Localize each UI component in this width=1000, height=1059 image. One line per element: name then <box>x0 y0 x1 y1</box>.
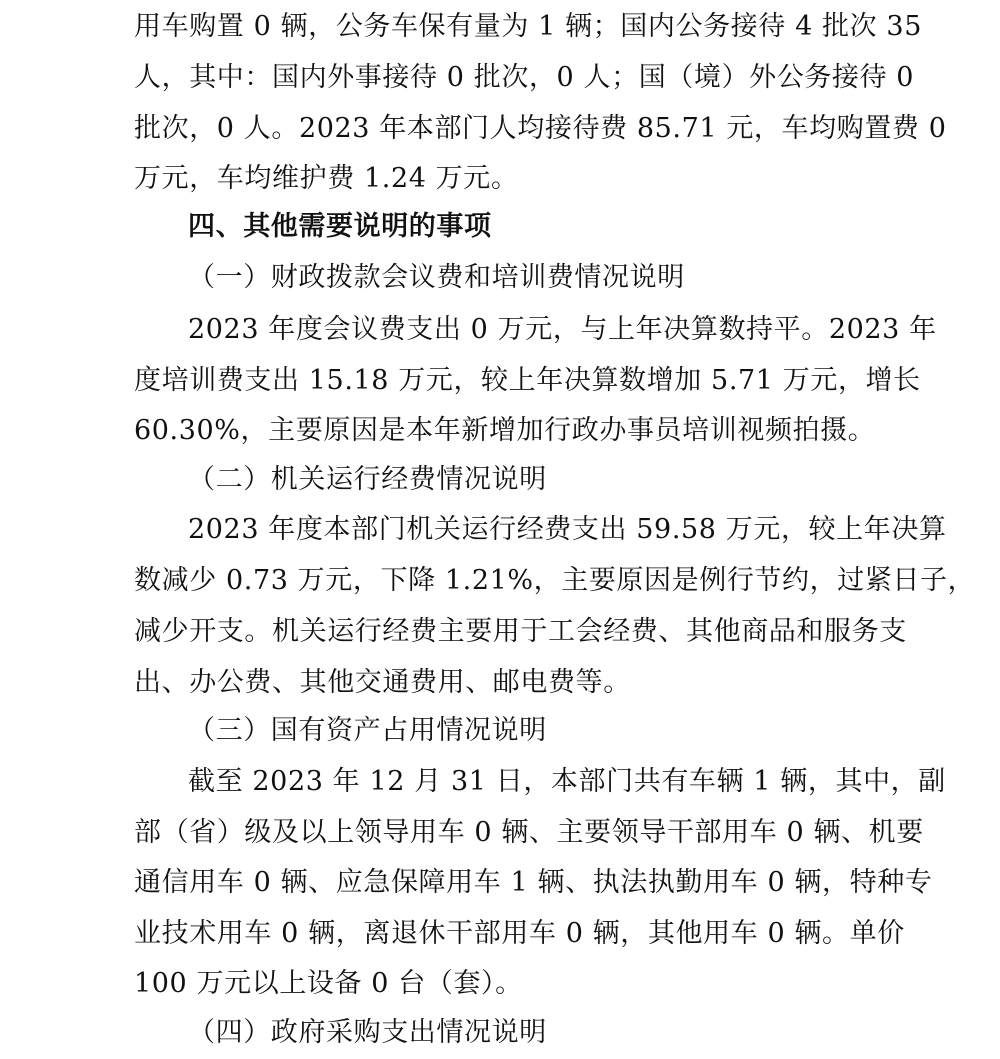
paragraph-line: 通信用车 0 辆、应急保障用车 1 辆、执法执勤用车 0 辆，特种专 <box>134 867 933 898</box>
paragraph-line: 业技术用车 0 辆，离退休干部用车 0 辆，其他用车 0 辆。单价 <box>134 918 905 949</box>
paragraph-line: 用车购置 0 辆，公务车保有量为 1 辆；国内公务接待 4 批次 35 <box>134 11 922 42</box>
paragraph-line: 部（省）级及以上领导用车 0 辆、主要领导干部用车 0 辆、机要 <box>134 817 924 848</box>
subsection-heading-2: （二）机关运行经费情况说明 <box>188 464 547 495</box>
paragraph-line: 减少开支。机关运行经费主要用于工会经费、其他商品和服务支 <box>134 616 907 647</box>
paragraph-line: 60.30%，主要原因是本年新增加行政办事员培训视频拍摄。 <box>134 415 876 446</box>
paragraph-line: 100 万元以上设备 0 台（套）。 <box>134 968 523 999</box>
section-heading: 四、其他需要说明的事项 <box>188 211 492 242</box>
paragraph-line: 2023 年度本部门机关运行经费支出 59.58 万元，较上年决算 <box>188 514 947 545</box>
paragraph-line: 批次，0 人。2023 年本部门人均接待费 85.71 元，车均购置费 0 <box>134 113 947 144</box>
paragraph-line: 数减少 0.73 万元，下降 1.21%，主要原因是例行节约，过紧日子， <box>134 565 976 596</box>
paragraph-line: 2023 年度会议费支出 0 万元，与上年决算数持平。2023 年 <box>188 314 937 345</box>
paragraph-line: 截至 2023 年 12 月 31 日，本部门共有车辆 1 辆，其中，副 <box>188 766 946 797</box>
paragraph-line: 人，其中：国内外事接待 0 批次，0 人；国（境）外公务接待 0 <box>134 62 915 93</box>
subsection-heading-3: （三）国有资产占用情况说明 <box>188 715 547 746</box>
paragraph-line: 万元，车均维护费 1.24 万元。 <box>134 163 519 194</box>
paragraph-line: 度培训费支出 15.18 万元，较上年决算数增加 5.71 万元，增长 <box>134 365 921 396</box>
subsection-heading-4: （四）政府采购支出情况说明 <box>188 1017 547 1048</box>
paragraph-line: 出、办公费、其他交通费用、邮电费等。 <box>134 667 631 698</box>
subsection-heading-1: （一）财政拨款会议费和培训费情况说明 <box>188 262 685 293</box>
